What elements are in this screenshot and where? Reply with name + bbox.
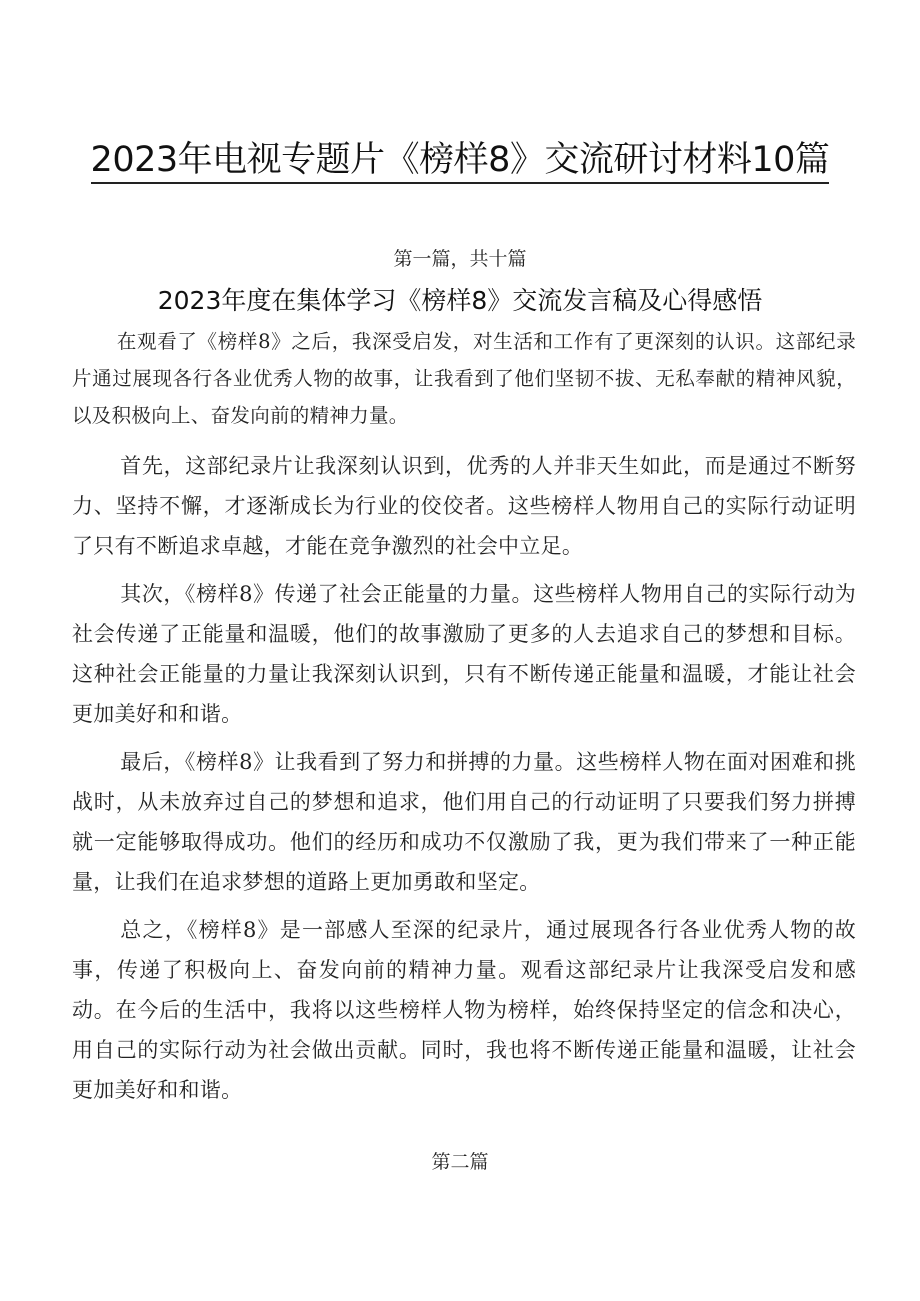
part-one-label: 第一篇，共十篇 [393, 248, 527, 270]
paragraph: 首先，这部纪录片让我深刻认识到，优秀的人并非天生如此，而是通过不断努力、坚持不懈，才逐渐成长为行业的佼佼者。这些榜样人物用自己的实际行动证明了只有不断追求卓越，才能在竞争激烈的社会中立足。 [72, 454, 856, 558]
part-two-label: 第二篇 [431, 1151, 489, 1173]
paragraph: 在观看了《榜样8》之后，我深受启发，对生活和工作有了更深刻的认识。这部纪录片通过展现各行各业优秀人物的故事，让我看到了他们坚韧不拔、无私奉献的精神风貌，以及积极向上、奋发向前的精神力量。 [72, 330, 856, 427]
document-title-text: 2023年电视专题片《榜样8》交流研讨材料10篇 [91, 140, 830, 184]
paragraph: 总之，《榜样8》是一部感人至深的纪录片，通过展现各行各业优秀人物的故事，传递了积极向上、奋发向前的精神力量。观看这部纪录片让我深受启发和感动。在今后的生活中，我将以这些榜样人物为榜样，始终保持坚定的信念和决心，用自己的实际行动为社会做出贡献。同时，我也将不断传递正能量和温暖，让社会更加美好和和谐。 [72, 918, 856, 1102]
paragraph: 最后，《榜样8》让我看到了努力和拼搏的力量。这些榜样人物在面对困难和挑战时，从未放弃过自己的梦想和追求，他们用自己的行动证明了只要我们努力拼搏就一定能够取得成功。他们的经历和成功不仅激励了我，更为我们带来了一种正能量，让我们在追求梦想的道路上更加勇敢和坚定。 [72, 750, 856, 894]
paragraph: 其次，《榜样8》传递了社会正能量的力量。这些榜样人物用自己的实际行动为社会传递了正能量和温暖，他们的故事激励了更多的人去追求自己的梦想和目标。这种社会正能量的力量让我深刻认识到，只有不断传递正能量和温暖，才能让社会更加美好和和谐。 [72, 582, 856, 726]
section-title: 2023年度在集体学习《榜样8》交流发言稿及心得感悟 [157, 286, 763, 315]
document-title [0, 136, 920, 184]
article-body [72, 323, 856, 1118]
